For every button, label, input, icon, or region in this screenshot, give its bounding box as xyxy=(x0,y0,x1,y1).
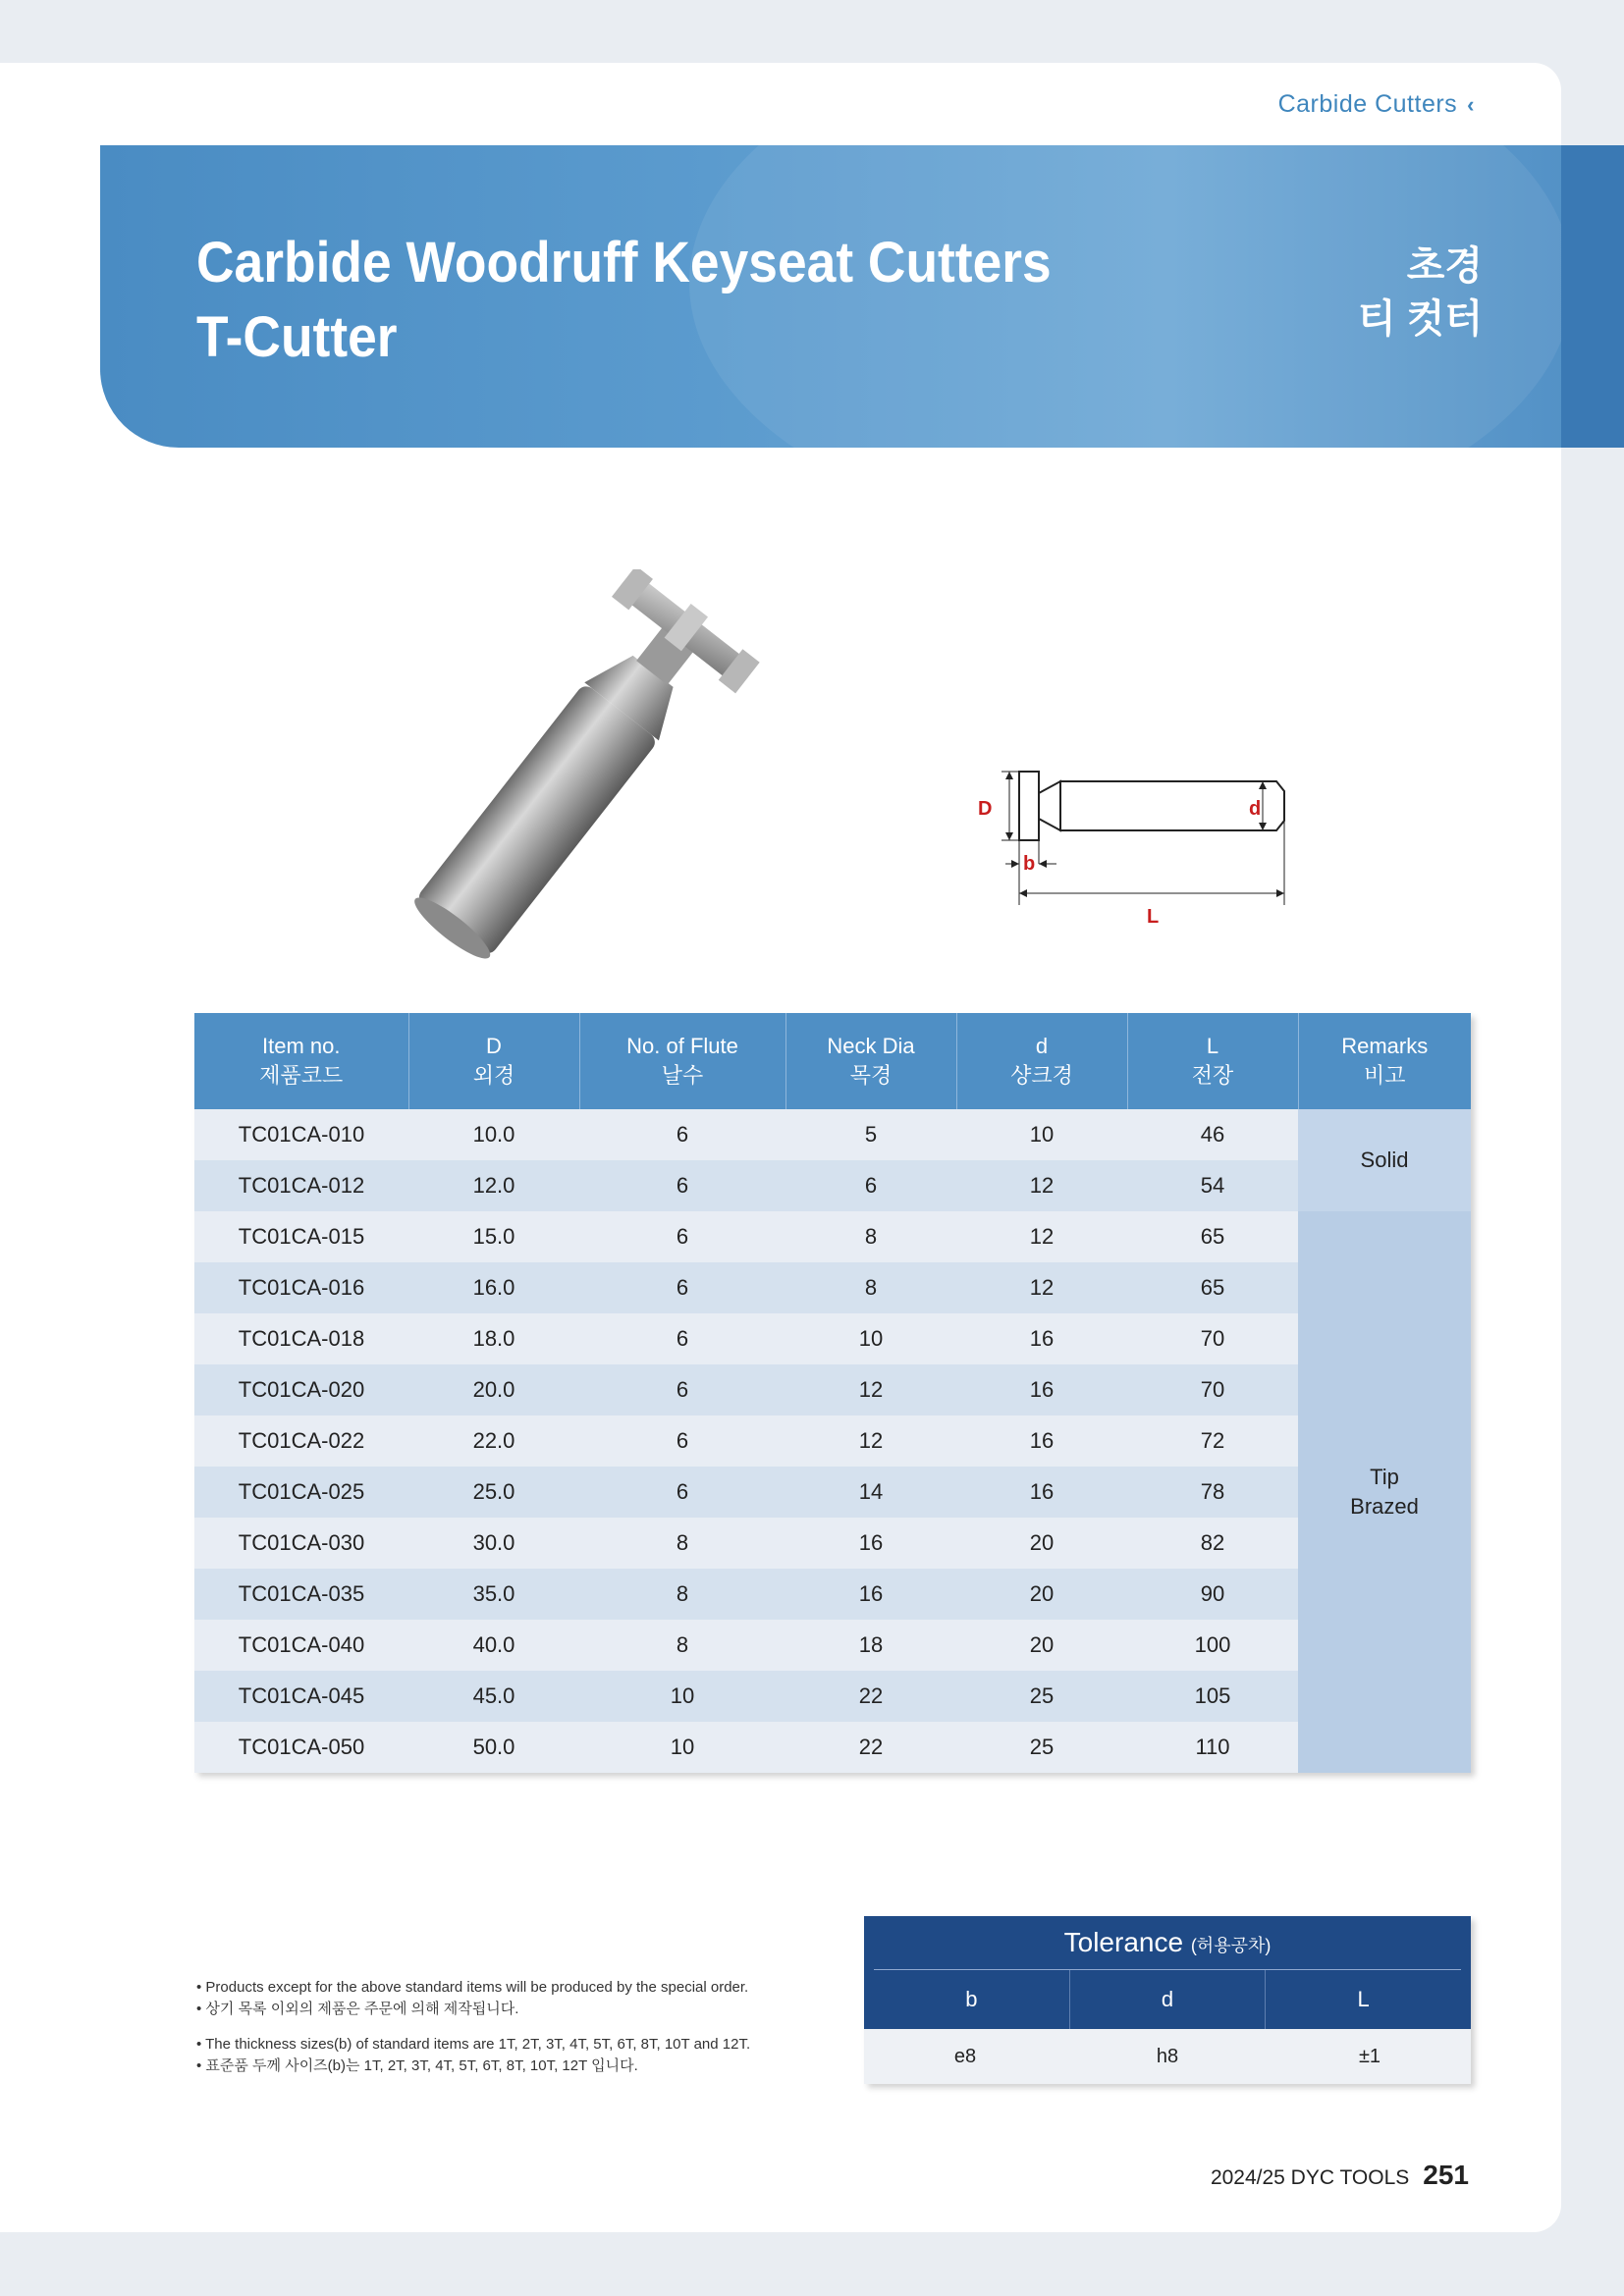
table-cell: TC01CA-022 xyxy=(194,1415,408,1467)
table-cell: TC01CA-035 xyxy=(194,1569,408,1620)
table-cell: TC01CA-012 xyxy=(194,1160,408,1211)
table-cell: TC01CA-015 xyxy=(194,1211,408,1262)
table-cell: 110 xyxy=(1127,1722,1298,1773)
table-cell: 54 xyxy=(1127,1160,1298,1211)
table-cell: 100 xyxy=(1127,1620,1298,1671)
header-d-outer: D 외경 xyxy=(408,1013,579,1109)
table-cell: 12 xyxy=(956,1262,1127,1313)
table-cell: 12 xyxy=(785,1364,956,1415)
table-cell: 10.0 xyxy=(408,1109,579,1160)
tolerance-col-d: d xyxy=(1069,1970,1266,2029)
tolerance-col-L: L xyxy=(1265,1970,1461,2029)
table-cell: 10 xyxy=(956,1109,1127,1160)
tolerance-columns xyxy=(874,1970,1461,2029)
note-3: • The thickness sizes(b) of standard items are 1T, 2T, 3T, 4T, 5T, 6T, 8T, 10T and 12T. xyxy=(196,2036,751,2053)
table-cell: 40.0 xyxy=(408,1620,579,1671)
table-cell: 16.0 xyxy=(408,1262,579,1313)
table-cell: 46 xyxy=(1127,1109,1298,1160)
table-cell: 6 xyxy=(579,1211,785,1262)
table-row xyxy=(194,1313,1471,1364)
table-cell: 20 xyxy=(956,1518,1127,1569)
table-row xyxy=(194,1518,1471,1569)
table-cell: 20 xyxy=(956,1620,1127,1671)
table-row xyxy=(194,1620,1471,1671)
page-title-korean xyxy=(1358,240,1483,346)
tolerance-value-d: h8 xyxy=(1156,2046,1179,2067)
table-cell: 6 xyxy=(579,1109,785,1160)
table-cell: TC01CA-050 xyxy=(194,1722,408,1773)
table-cell: TC01CA-025 xyxy=(194,1467,408,1518)
chevron-left-icon: ‹ xyxy=(1467,91,1475,117)
table-cell: 8 xyxy=(579,1620,785,1671)
note-1: • Products except for the above standard items will be produced by the special order. xyxy=(196,1979,749,1996)
table-cell: 22 xyxy=(785,1671,956,1722)
table-cell: TC01CA-030 xyxy=(194,1518,408,1569)
table-cell: 70 xyxy=(1127,1313,1298,1364)
note-4: • 표준품 두께 사이즈(b)는 1T, 2T, 3T, 4T, 5T, 6T, 8T, 10T, 12T 입니다. xyxy=(196,2057,638,2074)
table-cell: 12.0 xyxy=(408,1160,579,1211)
table-cell: 6 xyxy=(579,1467,785,1518)
tolerance-value-L: ±1 xyxy=(1358,2046,1381,2067)
table-row xyxy=(194,1109,1471,1160)
table-cell: 14 xyxy=(785,1467,956,1518)
spec-table xyxy=(194,1013,1471,1773)
table-cell: 22.0 xyxy=(408,1415,579,1467)
section-tag xyxy=(1278,90,1475,119)
title-banner xyxy=(100,145,1624,448)
table-cell: 16 xyxy=(785,1569,956,1620)
table-cell: 16 xyxy=(956,1467,1127,1518)
title-line-1: Carbide Woodruff Keyseat Cutters xyxy=(196,231,1052,294)
table-cell: 72 xyxy=(1127,1415,1298,1467)
header-flutes: No. of Flute 날수 xyxy=(579,1013,785,1109)
table-cell: 18.0 xyxy=(408,1313,579,1364)
tolerance-table xyxy=(864,1916,1471,2084)
label-b: b xyxy=(1023,853,1036,875)
table-cell: 50.0 xyxy=(408,1722,579,1773)
table-cell: 10 xyxy=(579,1671,785,1722)
table-row xyxy=(194,1569,1471,1620)
title-ko-line-1: 초경 xyxy=(1406,244,1483,288)
page-title xyxy=(196,226,1052,375)
table-row xyxy=(194,1160,1471,1211)
header-shank-dia: d 샹크경 xyxy=(956,1013,1127,1109)
table-cell: 105 xyxy=(1127,1671,1298,1722)
table-cell: TC01CA-016 xyxy=(194,1262,408,1313)
banner-stripe xyxy=(1561,145,1624,448)
table-cell: 65 xyxy=(1127,1262,1298,1313)
table-cell: 12 xyxy=(956,1160,1127,1211)
header-neck-dia: Neck Dia 목경 xyxy=(785,1013,956,1109)
table-cell: 35.0 xyxy=(408,1569,579,1620)
note-2: • 상기 목록 이외의 제품은 주문에 의해 제작됩니다. xyxy=(196,2001,519,2017)
table-cell: 6 xyxy=(579,1313,785,1364)
diagram-head xyxy=(1019,772,1039,840)
table-cell: TC01CA-020 xyxy=(194,1364,408,1415)
table-cell: 45.0 xyxy=(408,1671,579,1722)
label-d: d xyxy=(1249,798,1262,820)
table-cell: 6 xyxy=(785,1160,956,1211)
label-D: D xyxy=(978,798,993,820)
table-cell: 16 xyxy=(956,1364,1127,1415)
table-cell: 16 xyxy=(956,1313,1127,1364)
table-cell: TC01CA-018 xyxy=(194,1313,408,1364)
table-row xyxy=(194,1262,1471,1313)
table-cell: TC01CA-045 xyxy=(194,1671,408,1722)
table-cell: 30.0 xyxy=(408,1518,579,1569)
footer-text: 2024/25 DYC TOOLS xyxy=(1210,2166,1410,2189)
table-cell: 16 xyxy=(785,1518,956,1569)
table-cell: 8 xyxy=(579,1569,785,1620)
table-cell: 10 xyxy=(785,1313,956,1364)
table-cell: 15.0 xyxy=(408,1211,579,1262)
table-cell: 6 xyxy=(579,1415,785,1467)
tolerance-header xyxy=(864,1916,1471,2029)
section-tag-label: Carbide Cutters xyxy=(1277,90,1458,118)
table-cell: 65 xyxy=(1127,1211,1298,1262)
table-cell: 20.0 xyxy=(408,1364,579,1415)
table-cell: 25 xyxy=(956,1722,1127,1773)
label-L: L xyxy=(1147,906,1160,928)
page-number: 251 xyxy=(1423,2160,1469,2190)
table-cell: 12 xyxy=(956,1211,1127,1262)
table-cell: 20 xyxy=(956,1569,1127,1620)
table-row xyxy=(194,1415,1471,1467)
table-cell: 22 xyxy=(785,1722,956,1773)
table-row xyxy=(194,1722,1471,1773)
table-cell: TC01CA-040 xyxy=(194,1620,408,1671)
table-cell: 5 xyxy=(785,1109,956,1160)
spec-table-header xyxy=(194,1013,1471,1109)
table-cell: 18 xyxy=(785,1620,956,1671)
table-cell: 8 xyxy=(579,1518,785,1569)
table-cell: 25 xyxy=(956,1671,1127,1722)
remarks-cell: Tip Brazed xyxy=(1298,1211,1471,1773)
table-cell: 82 xyxy=(1127,1518,1298,1569)
table-cell: 8 xyxy=(785,1262,956,1313)
table-cell: 12 xyxy=(785,1415,956,1467)
table-cell: 70 xyxy=(1127,1364,1298,1415)
header-remarks: Remarks 비고 xyxy=(1298,1013,1471,1109)
table-row xyxy=(194,1364,1471,1415)
tolerance-col-b: b xyxy=(965,1987,978,2011)
title-line-2: T-Cutter xyxy=(196,305,398,369)
notes xyxy=(196,1977,825,2077)
product-photo xyxy=(373,569,785,962)
tolerance-values xyxy=(864,2029,1471,2084)
table-cell: 8 xyxy=(785,1211,956,1262)
table-row xyxy=(194,1671,1471,1722)
table-cell: TC01CA-010 xyxy=(194,1109,408,1160)
remarks-cell: Solid xyxy=(1298,1109,1471,1211)
dimension-diagram xyxy=(966,756,1339,933)
table-cell: 6 xyxy=(579,1364,785,1415)
table-row xyxy=(194,1211,1471,1262)
header-length: L 전장 xyxy=(1127,1013,1298,1109)
table-cell: 10 xyxy=(579,1722,785,1773)
table-cell: 25.0 xyxy=(408,1467,579,1518)
table-cell: 6 xyxy=(579,1262,785,1313)
table-cell: 16 xyxy=(956,1415,1127,1467)
page-footer xyxy=(1211,2160,1469,2191)
table-cell: 6 xyxy=(579,1160,785,1211)
diagram-neck xyxy=(1039,781,1060,830)
header-item-no: Item no. 제품코드 xyxy=(194,1013,408,1109)
table-cell: 78 xyxy=(1127,1467,1298,1518)
title-ko-line-2: 티 컷터 xyxy=(1357,297,1483,341)
tolerance-title: Tolerance (허용공차) xyxy=(874,1916,1461,1970)
tolerance-value-b: e8 xyxy=(953,2046,977,2067)
table-cell: 90 xyxy=(1127,1569,1298,1620)
table-row xyxy=(194,1467,1471,1518)
